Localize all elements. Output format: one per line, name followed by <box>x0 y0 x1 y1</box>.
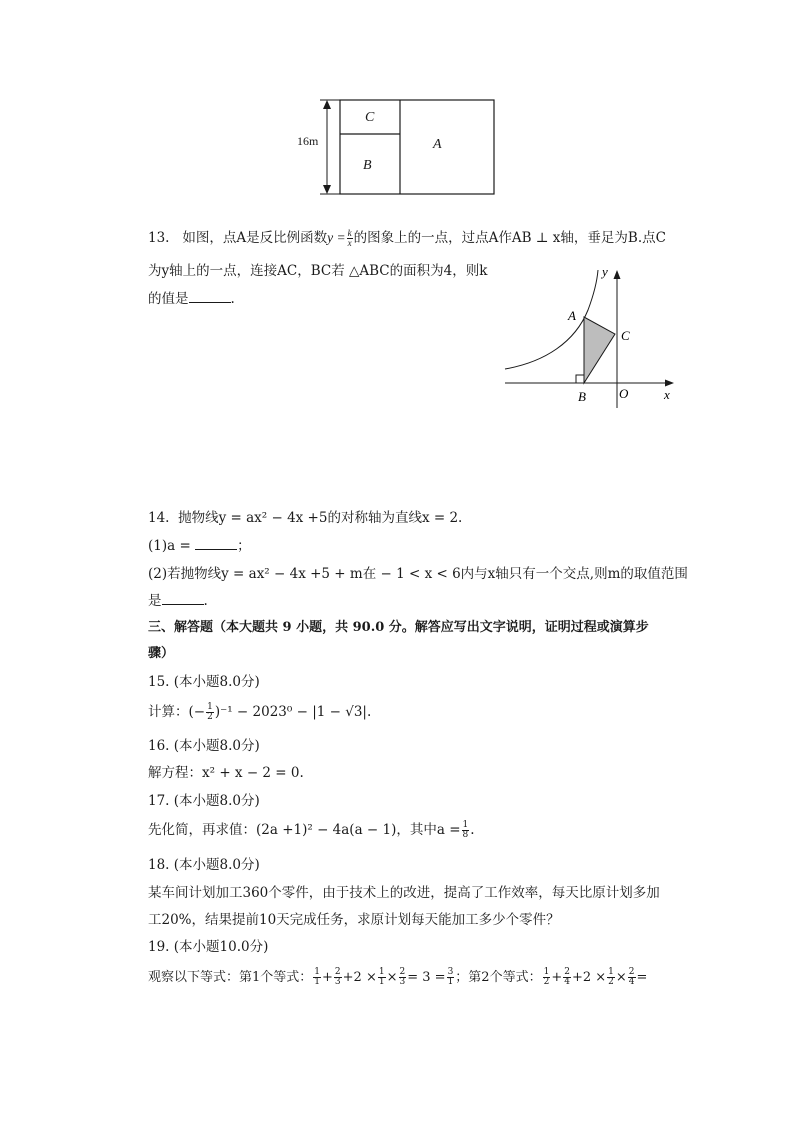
q14-part1: (1)a = ； <box>148 538 251 554</box>
graph-label-c: C <box>621 328 630 343</box>
q14-part2: (2)若抛物线y = ax² − 4x +5 + m在 − 1 < x < 6内与x轴只有一个交点,则m的取值范围 <box>148 566 688 582</box>
q15-expression: 计算：(− $\frac{1}{2}$ )⁻¹ − 2023⁰ − |1 − √3|. <box>148 702 372 722</box>
x-axis-arrow <box>665 380 674 387</box>
q13-text-1: 如图，点A是反比例函数 <box>182 230 328 246</box>
dimension-label: 16m <box>297 134 319 148</box>
q15-header: 15. (本小题8.0分) <box>148 674 260 690</box>
rectangles-figure <box>290 95 500 200</box>
dimension-arrow-top <box>323 100 331 109</box>
q14-part2-blank[interactable] <box>162 592 204 605</box>
right-angle-mark <box>576 375 584 383</box>
graph-label-y: y <box>602 264 608 279</box>
q13-text-2: 的图象上的一点，过点A作AB ⊥ x轴，垂足为B.点C <box>353 230 666 246</box>
q19-header: 19. (本小题10.0分) <box>148 939 269 955</box>
q18-line2: 工20%，结果提前10天完成任务，求原计划每天能加工多少个零件？ <box>148 912 560 928</box>
triangle-abc <box>584 317 615 383</box>
graph-label-x: x <box>664 387 670 402</box>
q13-line1 <box>148 229 666 248</box>
rect-label-a: A <box>433 137 442 152</box>
rect-label-c: C <box>365 110 375 125</box>
q13-func-y: y = <box>327 230 346 245</box>
q17-header: 17. (本小题8.0分) <box>148 793 260 809</box>
rect-outer <box>340 100 494 194</box>
dimension-arrow-bottom <box>323 185 331 194</box>
graph-label-b: B <box>578 389 586 404</box>
q14-part1-blank[interactable] <box>195 537 237 550</box>
q13-fraction: $\frac{k}{x}$ <box>347 228 352 248</box>
graph-label-o: O <box>619 386 629 401</box>
q14-part2-line2: 是 . <box>148 593 208 609</box>
q13-answer-blank[interactable] <box>189 290 231 303</box>
section3-title-line1: 三、解答题（本大题共 9 小题，共 90.0 分。解答应写出文字说明，证明过程或演算步 <box>148 620 649 635</box>
q19-equations: 观察以下等式：第1个等式： $\frac{1}{1}$ + $\frac{2}{3}$ +2 × $\frac{1}{1}$ × $\frac{2}{3}$ = 3 = $\frac{3}{1}$ ；第2个等式： $\frac{1}{2}$ + $\frac{2}{4}$ +2 × $\frac{1}{2}$ × $\frac{2}{4}$ = <box>148 967 648 987</box>
q18-header: 18. (本小题8.0分) <box>148 857 260 873</box>
rect-label-b: B <box>363 158 372 173</box>
q16-equation: 解方程：x² + x − 2 = 0. <box>148 765 304 781</box>
graph-label-a: A <box>568 308 576 323</box>
q13-line2: 为y轴上的一点，连接AC，BC若 △ABC的面积为4，则k <box>148 263 488 279</box>
y-axis-arrow <box>614 270 621 279</box>
q13-line3: 的值是 . <box>148 291 235 307</box>
q13-number: 13. <box>148 230 170 246</box>
q16-header: 16. (本小题8.0分) <box>148 738 260 754</box>
section3-title-line2: 骤） <box>148 646 175 661</box>
hyperbola-figure <box>500 262 685 412</box>
q14-line1: 14. 抛物线y = ax² − 4x +5的对称轴为直线x = 2. <box>148 510 463 526</box>
q17-expression: 先化简，再求值：(2a +1)² − 4a(a − 1)，其中a = $\frac{1}{8}$ . <box>148 820 475 840</box>
q18-line1: 某车间计划加工360个零件，由于技术上的改进，提高了工作效率，每天比原计划多加 <box>148 885 660 901</box>
